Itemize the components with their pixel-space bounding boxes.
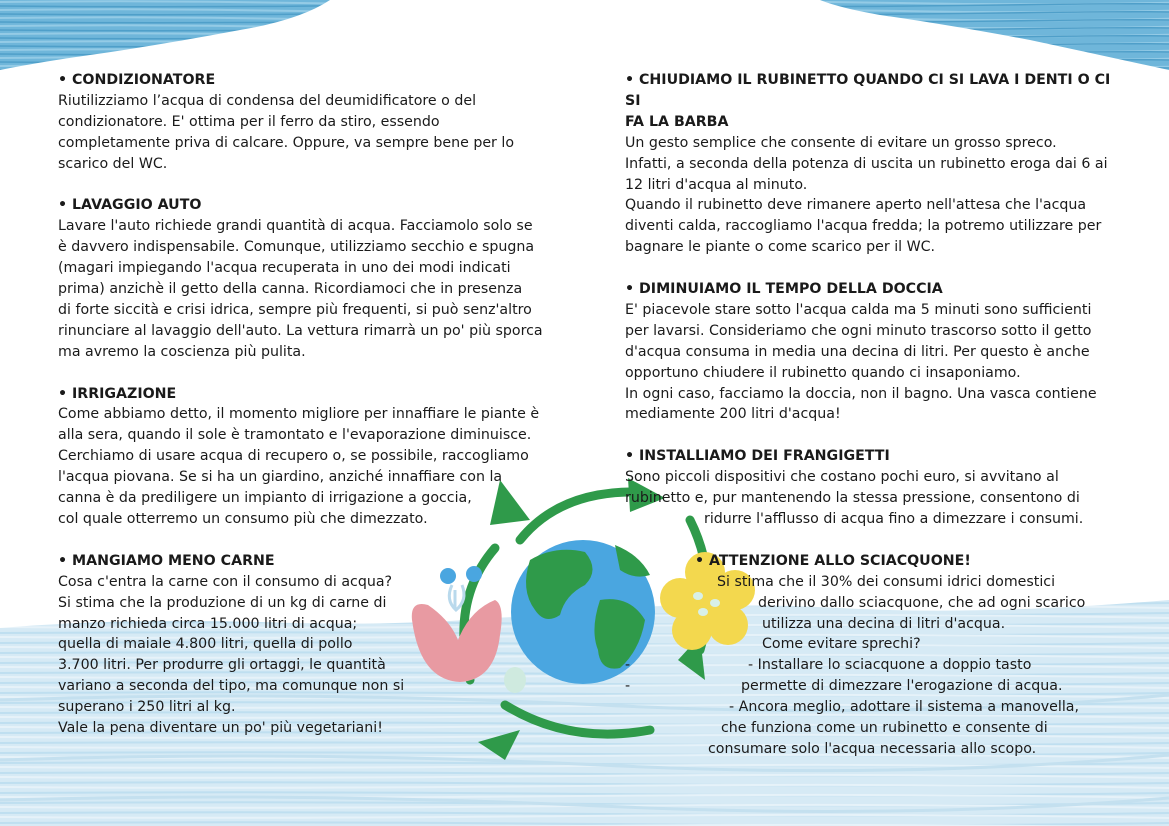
paragraph-line: che funziona come un rubinetto e consente di <box>721 720 1048 737</box>
section-heading: • CHIUDIAMO IL RUBINETTO QUANDO CI SI LAVA I DENTI O CI SI <box>625 72 1111 109</box>
section-mangiamo-meno-carne <box>58 551 558 739</box>
paragraph-line: Cosa c'entra la carne con il consumo di acqua? <box>58 573 393 590</box>
paragraph-line: è davvero indispensabile. Comunque, utilizziamo secchio e spugna <box>58 239 535 256</box>
section-heading: • CONDIZIONATORE <box>58 72 216 88</box>
paragraph-line: In ogni caso, facciamo la doccia, non il bagno. Una vasca contiene <box>625 385 1097 402</box>
paragraph-line: ridurre l'afflusso di acqua fino a dimezzare i consumi. <box>704 511 1084 527</box>
section-heading: • IRRIGAZIONE <box>58 385 177 402</box>
section-sciacquone <box>625 551 1125 760</box>
paragraph-line: col quale otterremo un consumo più che dimezzato. <box>58 511 428 527</box>
section-tempo-doccia <box>625 279 1125 425</box>
paragraph-line: canna è da prediligere un impianto di irrigazione a goccia, <box>58 490 472 507</box>
paragraph-line: Si stima che il 30% dei consumi idrici domestici <box>717 573 1056 590</box>
section-heading: FA LA BARBA <box>625 113 729 130</box>
section-heading: • INSTALLIAMO DEI FRANGIGETTI <box>625 448 890 465</box>
section-chiudiamo-rubinetto <box>625 70 1125 258</box>
section-frangigetti <box>625 446 1125 530</box>
section-irrigazione <box>58 384 558 530</box>
paragraph-line: Cerchiamo di usare acqua di recupero o, se possibile, raccogliamo <box>58 448 529 465</box>
paragraph-line: 3.700 litri. Per produrre gli ortaggi, le quantità <box>58 657 386 674</box>
paragraph-line: - Ancora meglio, adottare il sistema a manovella, <box>729 699 1079 716</box>
paragraph-line: Si stima che la produzione di un kg di carne di <box>58 594 387 611</box>
section-heading: • ATTENZIONE ALLO SCIACQUONE! <box>695 552 971 569</box>
right-column <box>625 70 1125 781</box>
line-text: - Installare lo sciacquone a doppio tasto <box>748 657 1032 674</box>
section-heading: • MANGIAMO MENO CARNE <box>58 552 275 569</box>
paragraph-line: scarico del WC. <box>58 155 168 172</box>
paragraph-line: (magari impiegando l'acqua recuperata in uno dei modi indicati <box>58 260 511 277</box>
paragraph-line: prima) anzichè il getto della canna. Ricordiamoci che in presenza <box>58 281 523 298</box>
paragraph-line: Un gesto semplice che consente di evitare un grosso spreco. <box>625 134 1057 151</box>
paragraph-line: E' piacevole stare sotto l'acqua calda ma 5 minuti sono sufficienti <box>625 301 1092 318</box>
paragraph-line <box>625 655 1125 676</box>
paragraph-line: completamente priva di calcare. Oppure, va sempre bene per lo <box>58 134 515 151</box>
section-heading: • LAVAGGIO AUTO <box>58 197 202 214</box>
paragraph-line <box>625 676 1125 697</box>
paragraph-line: Come abbiamo detto, il momento migliore per innaffiare le piante è <box>58 406 540 423</box>
paragraph-line: superano i 250 litri al kg. <box>58 699 236 716</box>
paragraph-line: condizionatore. E' ottima per il ferro da stiro, essendo <box>58 113 440 130</box>
paragraph-line: rubinetto e, pur mantenendo la stessa pressione, consentono di <box>625 490 1080 507</box>
paragraph-line: di forte siccità e crisi idrica, sempre più frequenti, si può senz'altro <box>58 301 532 318</box>
paragraph-line: manzo richieda circa 15.000 litri di acqua; <box>58 615 358 632</box>
paragraph-line: utilizza una decina di litri d'acqua. <box>762 615 1006 632</box>
paragraph-line: consumare solo l'acqua necessaria allo scopo. <box>708 740 1037 757</box>
paragraph-line: Come evitare sprechi? <box>762 636 921 653</box>
paragraph-line: quella di maiale 4.800 litri, quella di pollo <box>58 636 353 653</box>
paragraph-line: rinunciare al lavaggio dell'auto. La vettura rimarrà un po' più sporca <box>58 322 543 339</box>
paragraph-line: Sono piccoli dispositivi che costano pochi euro, si avvitano al <box>625 469 1059 486</box>
paragraph-line: variano a seconda del tipo, ma comunque non si <box>58 678 405 695</box>
paragraph-line: Lavare l'auto richiede grandi quantità di acqua. Facciamolo solo se <box>58 218 533 235</box>
line-text: permette di dimezzare l'erogazione di acqua. <box>741 678 1063 695</box>
paragraph-line: Riutilizziamo l’acqua di condensa del deumidificatore o del <box>58 92 477 109</box>
paragraph-line: derivino dallo sciacquone, che ad ogni scarico <box>758 594 1086 611</box>
paragraph-line: mediamente 200 litri d'acqua! <box>625 406 841 423</box>
section-condizionatore <box>58 70 558 175</box>
paragraph-line: 12 litri d'acqua al minuto. <box>625 176 808 193</box>
paragraph-line: d'acqua consuma in media una decina di litri. Per questo è anche <box>625 343 1090 360</box>
paragraph-line: bagnare le piante o come scarico per il WC. <box>625 239 936 256</box>
stray-dash: - <box>625 657 631 674</box>
paragraph-line: Quando il rubinetto deve rimanere aperto nell'attesa che l'acqua <box>625 197 1087 214</box>
section-lavaggio-auto <box>58 195 558 362</box>
paragraph-line: opportuno chiudere il rubinetto quando ci insaponiamo. <box>625 364 1021 381</box>
paragraph-line: Infatti, a seconda della potenza di uscita un rubinetto eroga dai 6 ai <box>625 155 1108 172</box>
paragraph-line: ma avremo la coscienza più pulita. <box>58 343 306 360</box>
paragraph-line: diventi calda, raccogliamo l'acqua fredda; la potremo utilizzare per <box>625 218 1102 235</box>
paragraph-line: per lavarsi. Consideriamo che ogni minuto trascorso sotto il getto <box>625 322 1092 339</box>
paragraph-line: l'acqua piovana. Se si ha un giardino, anziché innaffiare con la <box>58 469 503 486</box>
paragraph-line: alla sera, quando il sole è tramontato e l'evaporazione diminuisce. <box>58 427 532 444</box>
left-column <box>58 70 558 760</box>
stray-dash: - <box>625 678 631 695</box>
paragraph-line: Vale la pena diventare un po' più vegetariani! <box>58 720 383 737</box>
section-heading: • DIMINUIAMO IL TEMPO DELLA DOCCIA <box>625 281 943 298</box>
